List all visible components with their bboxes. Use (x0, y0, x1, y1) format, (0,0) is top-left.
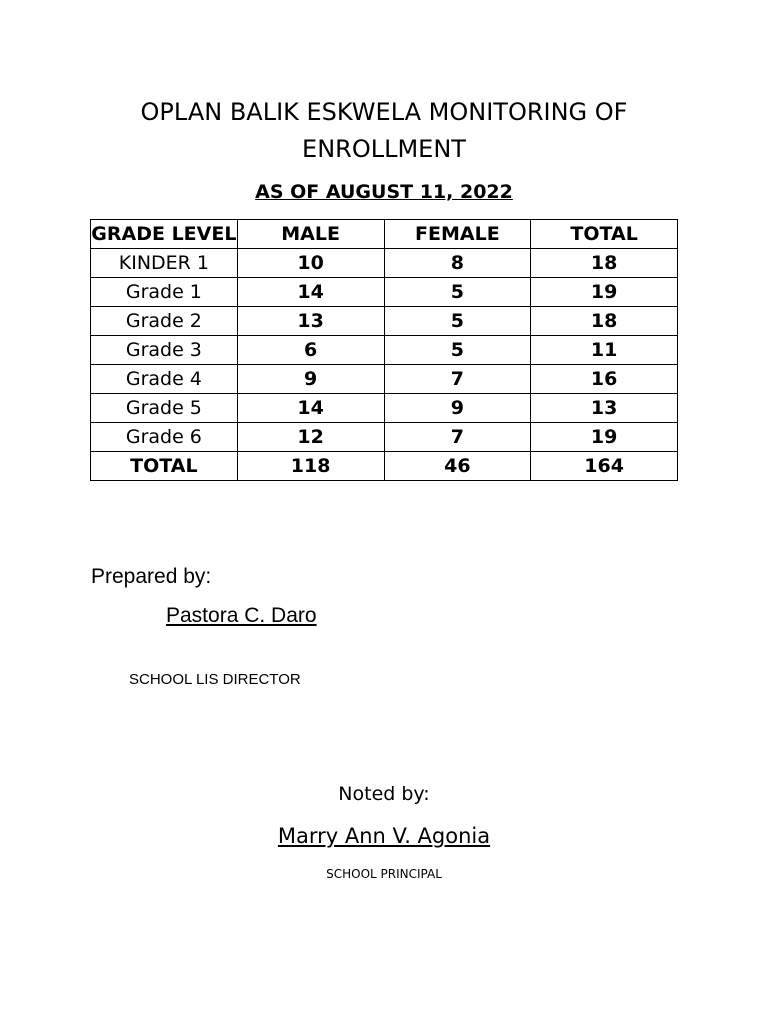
document-title-line-2: ENROLLMENT (302, 135, 466, 163)
noted-by-name: Marry Ann V. Agonia (277, 824, 491, 848)
total-cell: 11 (531, 336, 678, 365)
prepared-by-name: Pastora C. Daro (166, 604, 317, 627)
table-row (91, 249, 678, 278)
header-grade-level: GRADE LEVEL (91, 220, 238, 249)
total-cell: 16 (531, 365, 678, 394)
table-row (91, 394, 678, 423)
female-cell: 8 (384, 249, 531, 278)
male-cell: 14 (237, 278, 384, 307)
grade-level-cell: Grade 5 (91, 394, 238, 423)
male-cell: 13 (237, 307, 384, 336)
grade-level-cell: Grade 4 (91, 365, 238, 394)
female-cell: 5 (384, 336, 531, 365)
female-cell: 5 (384, 307, 531, 336)
total-cell: 19 (531, 278, 678, 307)
table-row (91, 278, 678, 307)
table-row (91, 365, 678, 394)
document-title-line-1: OPLAN BALIK ESKWELA MONITORING OF (140, 98, 628, 126)
grade-level-cell: Grade 1 (91, 278, 238, 307)
total-male-cell: 118 (237, 452, 384, 481)
total-cell: 13 (531, 394, 678, 423)
as-of-date: AS OF AUGUST 11, 2022 (255, 181, 513, 203)
grade-level-cell: KINDER 1 (91, 249, 238, 278)
table-total-row (91, 452, 678, 481)
table-row (91, 307, 678, 336)
grade-level-cell: Grade 2 (91, 307, 238, 336)
noted-by-title: SCHOOL PRINCIPAL (326, 867, 442, 881)
header-total: TOTAL (531, 220, 678, 249)
male-cell: 6 (237, 336, 384, 365)
grade-level-cell: Grade 6 (91, 423, 238, 452)
female-cell: 9 (384, 394, 531, 423)
male-cell: 12 (237, 423, 384, 452)
prepared-by-label: Prepared by: (91, 565, 212, 588)
female-cell: 7 (384, 423, 531, 452)
document-title (0, 94, 768, 168)
table-row (91, 423, 678, 452)
total-label-cell: TOTAL (91, 452, 238, 481)
total-female-cell: 46 (384, 452, 531, 481)
male-cell: 10 (237, 249, 384, 278)
grade-level-cell: Grade 3 (91, 336, 238, 365)
table-header-row (91, 220, 678, 249)
header-female: FEMALE (384, 220, 531, 249)
grand-total-cell: 164 (531, 452, 678, 481)
female-cell: 7 (384, 365, 531, 394)
total-cell: 19 (531, 423, 678, 452)
male-cell: 9 (237, 365, 384, 394)
total-cell: 18 (531, 249, 678, 278)
header-male: MALE (237, 220, 384, 249)
table-row (91, 336, 678, 365)
noted-by-label: Noted by: (338, 783, 430, 805)
prepared-by-title: SCHOOL LIS DIRECTOR (129, 671, 301, 688)
enrollment-table (90, 219, 678, 481)
female-cell: 5 (384, 278, 531, 307)
total-cell: 18 (531, 307, 678, 336)
male-cell: 14 (237, 394, 384, 423)
